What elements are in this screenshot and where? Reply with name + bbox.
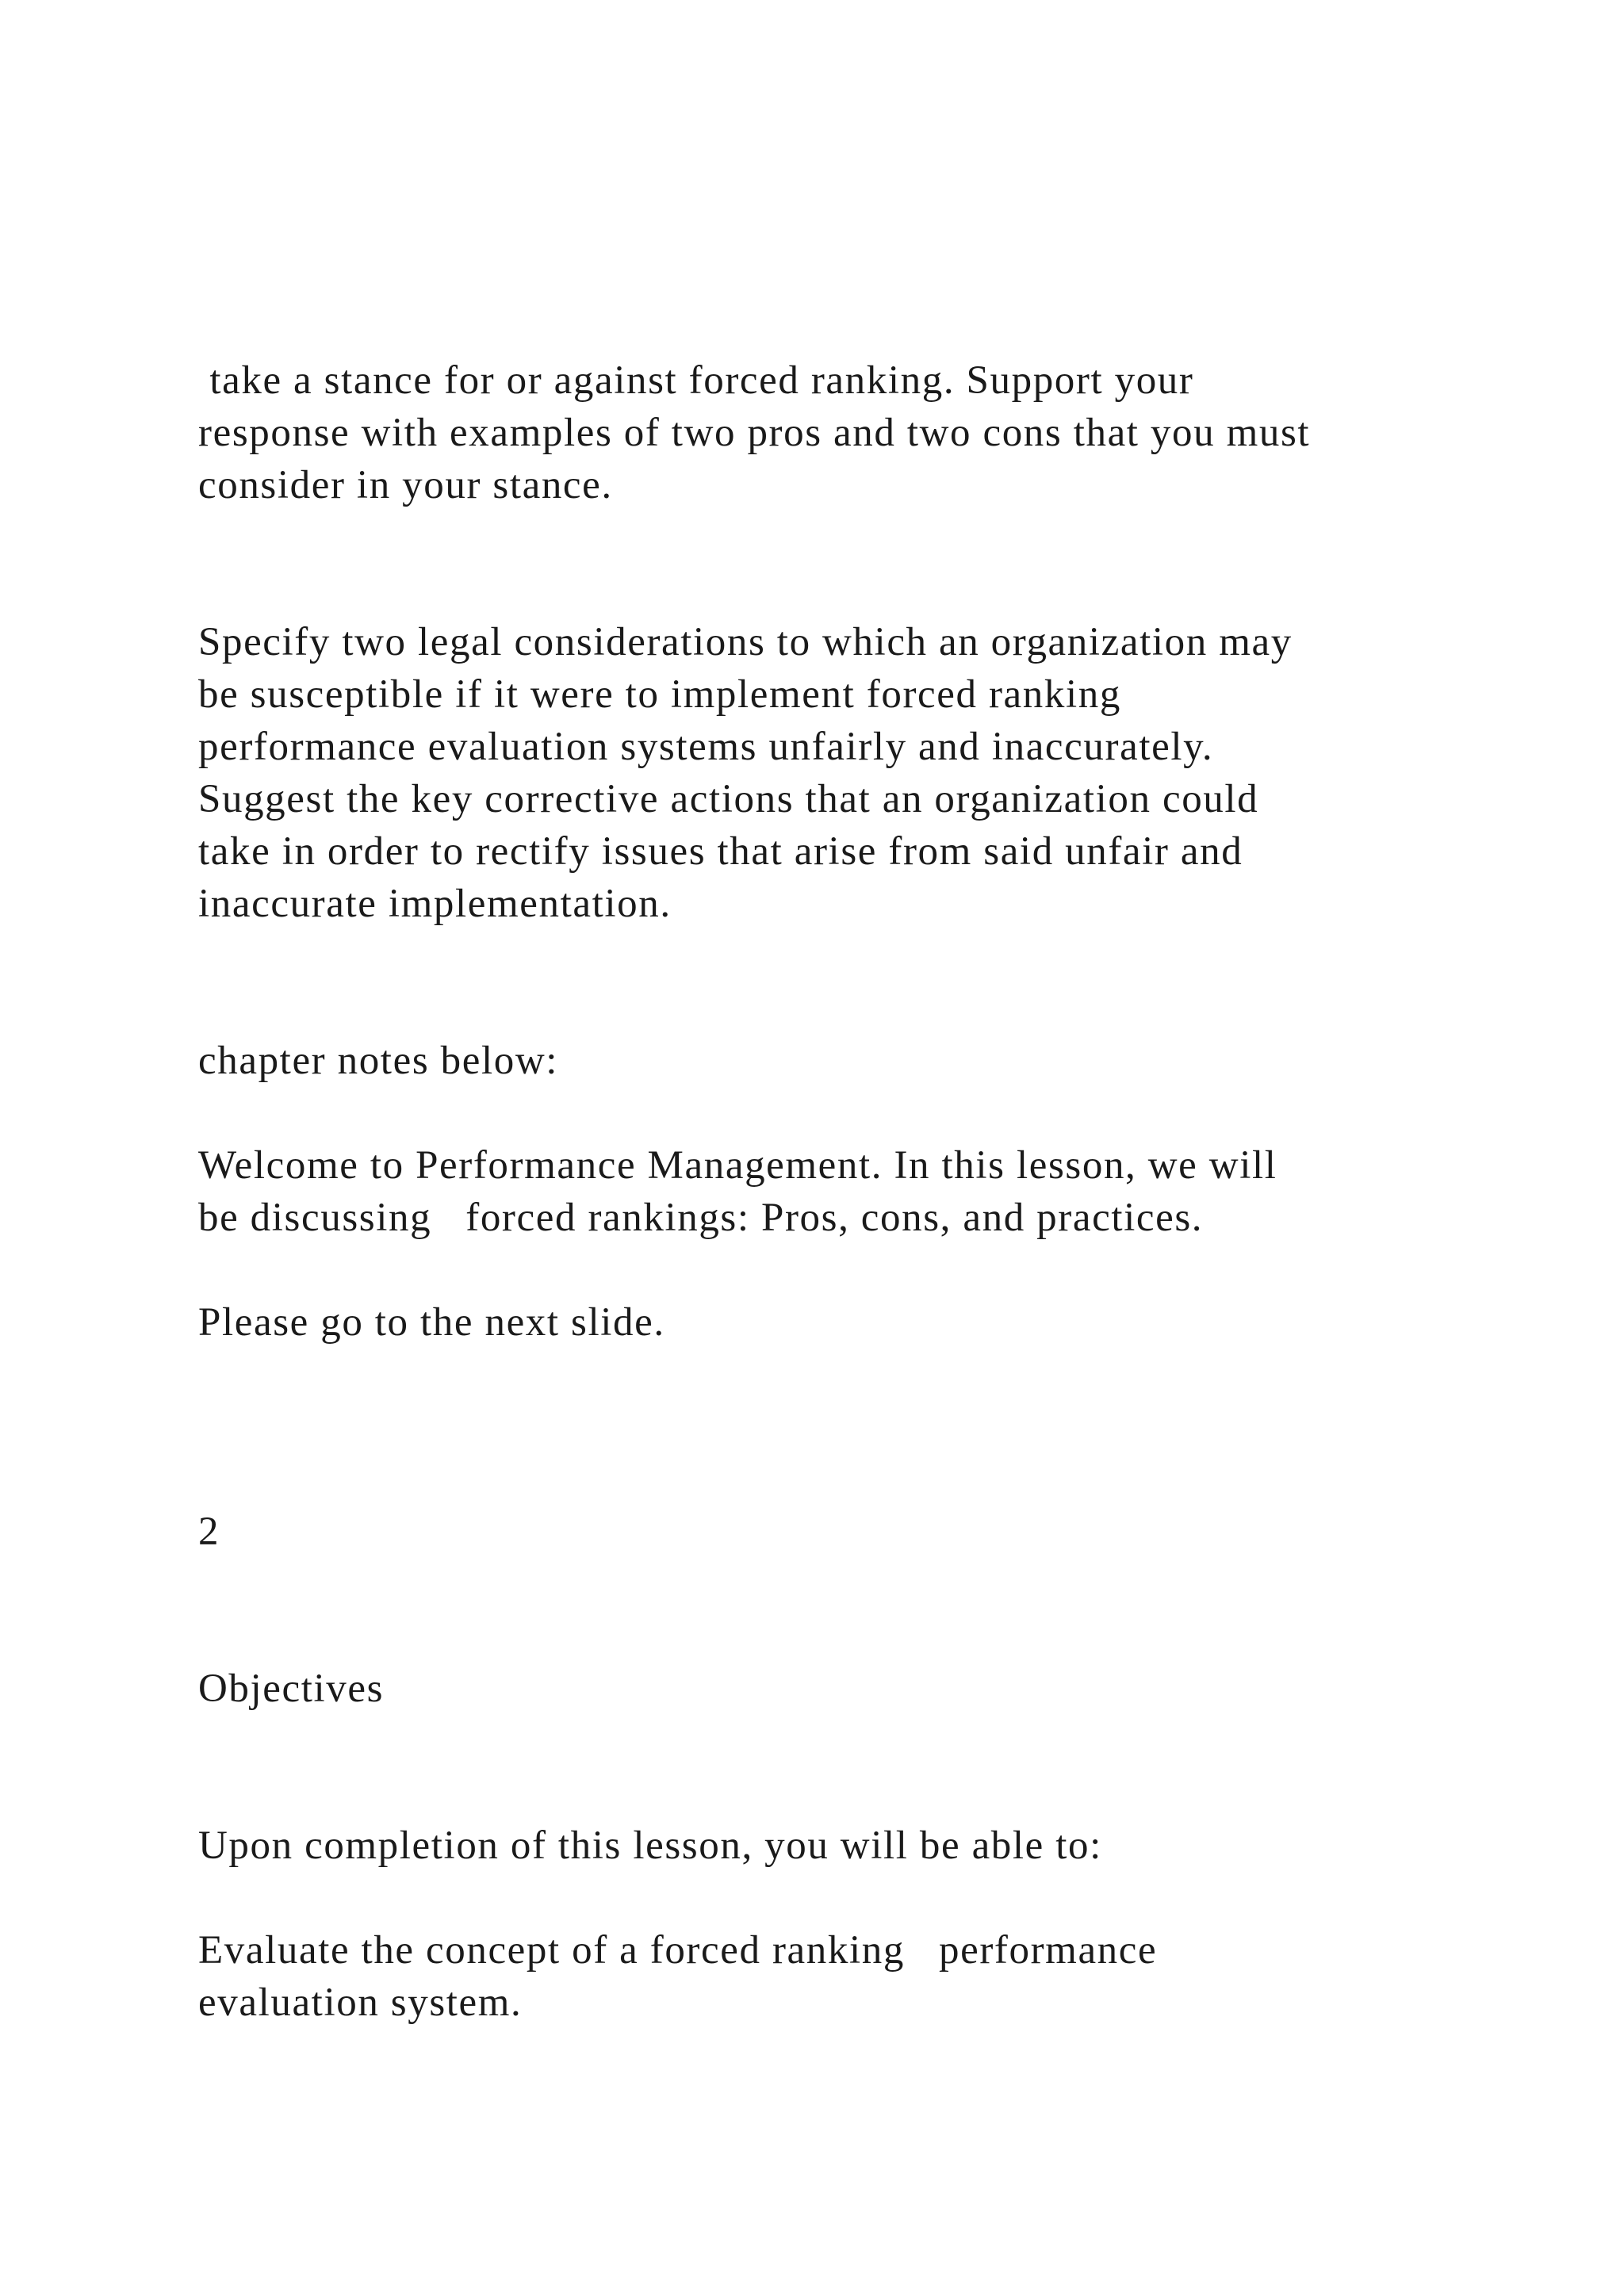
objective-1-line-2: evaluation system. xyxy=(198,1980,523,2025)
completion-intro: Upon completion of this lesson, you will be able to: xyxy=(198,1823,1102,1868)
slide-number: 2 xyxy=(198,1510,220,1554)
welcome-line-2: be discussing forced rankings: Pros, cons, and practices. xyxy=(198,1196,1204,1240)
paragraph-1-line-2: response with examples of two pros and two cons that you must xyxy=(198,411,1311,455)
objective-1-line-1: Evaluate the concept of a forced ranking performance xyxy=(198,1928,1158,1973)
chapter-notes-heading: chapter notes below: xyxy=(198,1039,559,1083)
paragraph-2-line-5: take in order to rectify issues that arise from said unfair and xyxy=(198,829,1243,874)
paragraph-1-line-3: consider in your stance. xyxy=(198,463,613,507)
paragraph-1-line-1: take a stance for or against forced ranking. Support your xyxy=(198,358,1194,403)
paragraph-2-line-3: performance evaluation systems unfairly and inaccurately. xyxy=(198,725,1214,769)
paragraph-2-line-1: Specify two legal considerations to which an organization may xyxy=(198,620,1293,664)
paragraph-2-line-6: inaccurate implementation. xyxy=(198,882,672,926)
paragraph-2-line-2: be susceptible if it were to implement forced ranking xyxy=(198,672,1121,717)
welcome-line-1: Welcome to Performance Management. In this lesson, we will xyxy=(198,1143,1277,1188)
paragraph-2-line-4: Suggest the key corrective actions that an organization could xyxy=(198,777,1259,821)
next-slide-text: Please go to the next slide. xyxy=(198,1300,665,1345)
objectives-heading: Objectives xyxy=(198,1667,385,1711)
